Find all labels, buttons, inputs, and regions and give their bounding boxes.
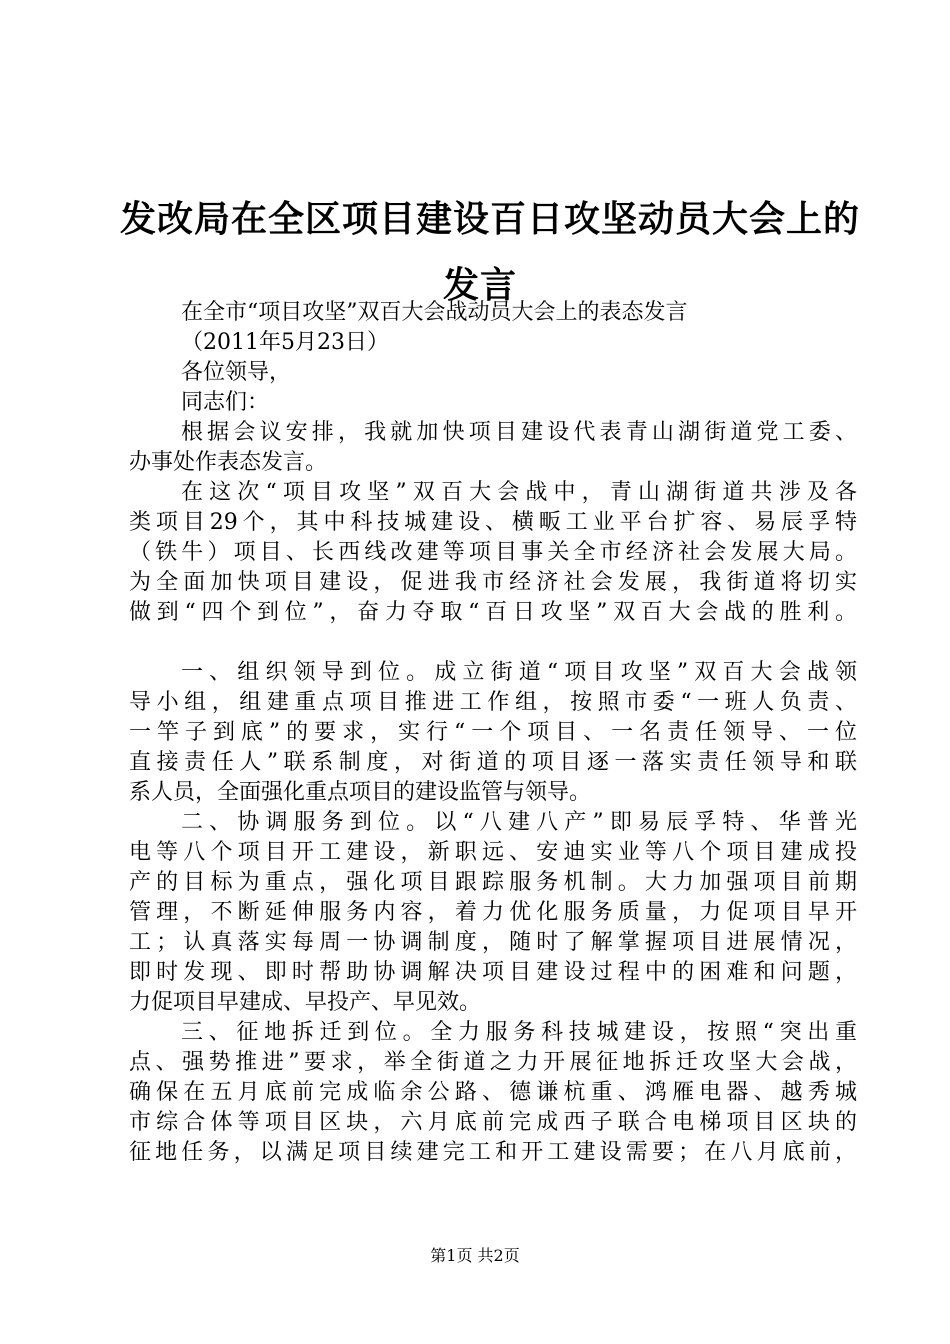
body-line: 一、组织领导到位。成立街道“项目攻坚”双百大会战领 (181, 660, 857, 685)
body-line: 征地任务，以满足项目续建完工和开工建设需要；在八月底前， (129, 1140, 857, 1165)
body-line: 三、征地拆迁到位。全力服务科技城建设，按照“突出重 (181, 1020, 857, 1045)
body-line: 产的目标为重点，强化项目跟踪服务机制。大力加强项目前期 (129, 870, 857, 895)
body-line: 一竿子到底”的要求，实行“一个项目、一名责任领导、一位 (129, 720, 857, 745)
body-line: 同志们： (181, 390, 270, 415)
blank-line (129, 628, 857, 658)
body-line: （铁牛）项目、长西线改建等项目事关全市经济社会发展大局。 (129, 540, 857, 565)
body-line: 在全市“项目攻坚”双百大会战动员大会上的表态发言 (181, 300, 688, 325)
page-footer: 第1页 共2页 (430, 1246, 520, 1265)
body-line: 为全面加快项目建设，促进我市经济社会发展，我街道将切实 (129, 570, 857, 595)
body-line: 根据会议安排，我就加快项目建设代表青山湖街道党工委、 (181, 420, 857, 445)
body-line: 市综合体等项目区块，六月底前完成西子联合电梯项目区块的 (129, 1110, 857, 1135)
body-line: 导小组，组建重点项目推进工作组，按照市委“一班人负责、 (129, 690, 857, 715)
body-line: 直接责任人”联系制度，对街道的项目逐一落实责任领导和联 (129, 750, 857, 775)
body-line: 即时发现、即时帮助协调解决项目建设过程中的困难和问题， (129, 960, 857, 985)
body-line: 做到“四个到位”，奋力夺取“百日攻坚”双百大会战的胜利。 (129, 600, 857, 625)
body-line: 确保在五月底前完成临余公路、德谦杭重、鸿雁电器、越秀城 (129, 1080, 857, 1105)
body-line: 各位领导， (181, 360, 292, 385)
body-line: 点、强势推进”要求，举全街道之力开展征地拆迁攻坚大会战， (129, 1050, 857, 1075)
body-line: 办事处作表态发言。 (129, 450, 328, 475)
body-line: （2011年5月23日） (181, 330, 389, 355)
body-line: 工；认真落实每周一协调制度，随时了解掌握项目进展情况， (129, 930, 857, 955)
document-body (129, 298, 857, 1168)
body-line: 在这次“项目攻坚”双百大会战中，青山湖街道共涉及各 (181, 480, 857, 505)
title-line-1: 发改局在全区项目建设百日攻坚动员大会上的 (120, 198, 861, 240)
body-line: 二、协调服务到位。以“八建八产”即易辰孚特、华普光 (181, 810, 857, 835)
body-line: 管理，不断延伸服务内容，着力优化服务质量，力促项目早开 (129, 900, 857, 925)
body-line: 类项目29个，其中科技城建设、横畈工业平台扩容、易辰孚特 (129, 510, 857, 535)
body-line: 系人员，全面强化重点项目的建设监管与领导。 (129, 780, 592, 805)
body-line: 力促项目早建成、早投产、早见效。 (129, 990, 482, 1015)
title-line-2: 发言 (442, 264, 517, 306)
body-line: 电等八个项目开工建设，新职远、安迪实业等八个项目建成投 (129, 840, 857, 865)
